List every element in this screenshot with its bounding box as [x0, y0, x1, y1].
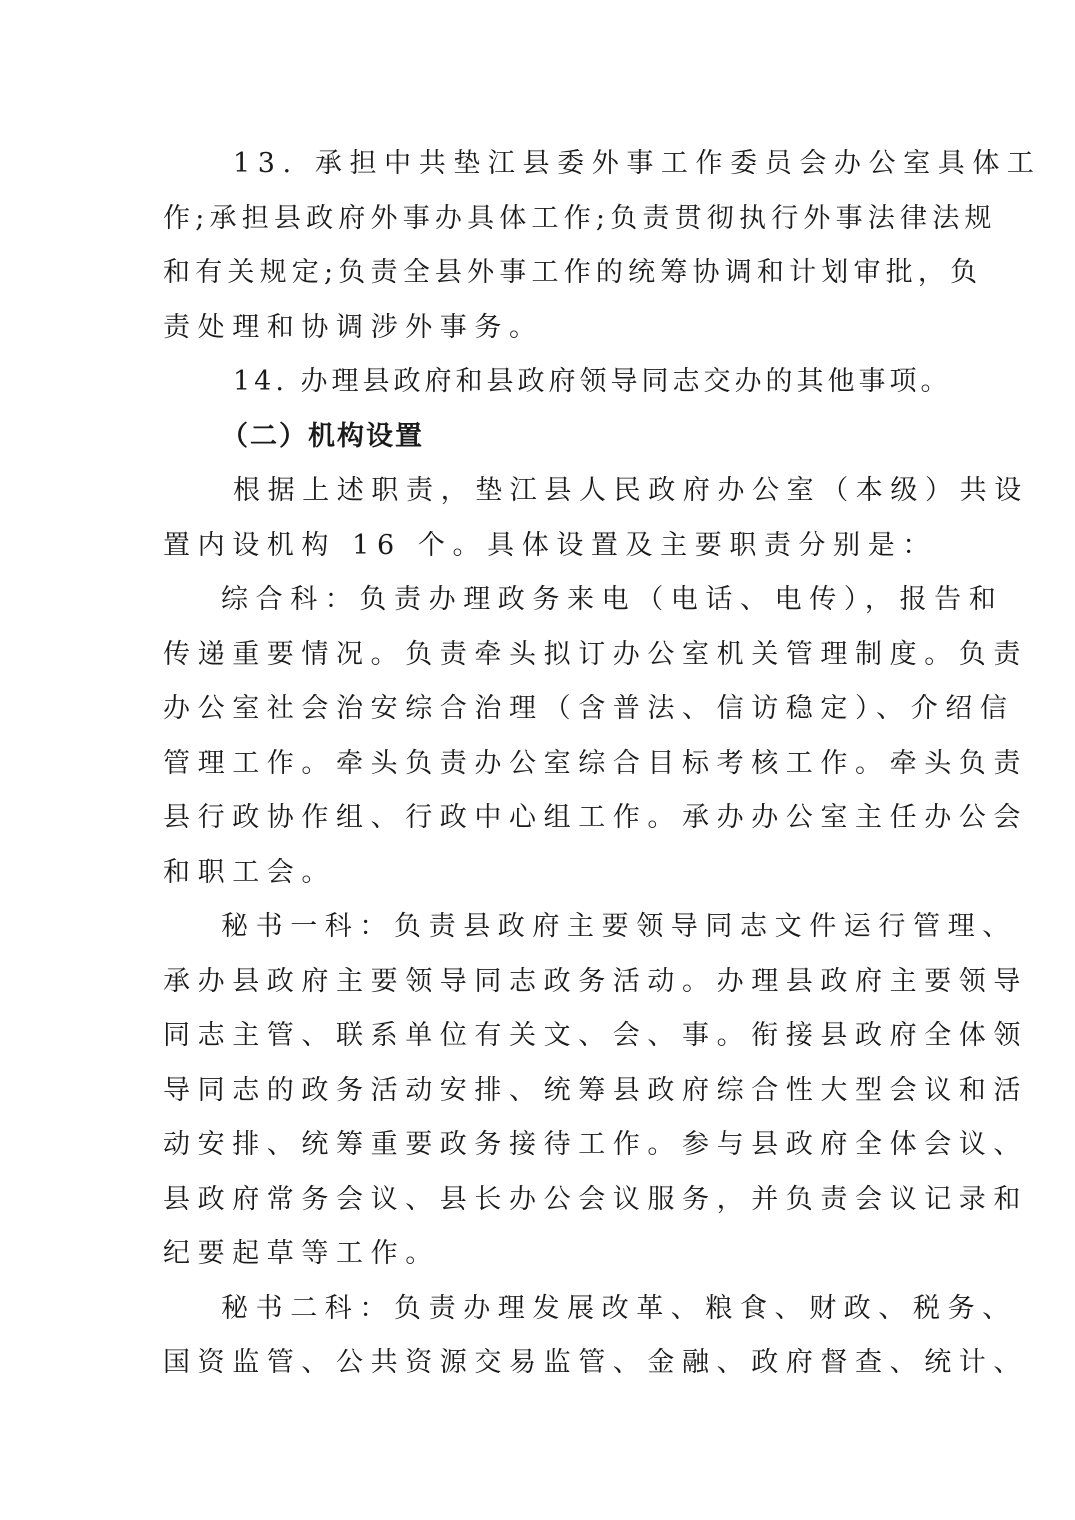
secretary-one-line-5: 动安排、统筹重要政务接待工作。参与县政府全体会议、	[163, 1129, 1028, 1160]
section-heading-organization: （二）机构设置	[221, 420, 424, 452]
paragraph-13-line-4: 责处理和协调涉外事务。	[163, 311, 544, 343]
secretary-two-line-1: 秘书二科：负责办理发展改革、粮食、财政、税务、	[221, 1292, 1017, 1324]
secretary-one-line-4: 导同志的政务活动安排、统筹县政府综合性大型会议和活	[163, 1074, 1028, 1106]
paragraph-13-line-1: 13. 承担中共垫江县委外事工作委员会办公室具体工	[233, 148, 1042, 179]
paragraph-14-line-1: 14. 办理县政府和县政府领导同志交办的其他事项。	[233, 366, 952, 397]
general-section-line-2: 传递重要情况。负责牵头拟订办公室机关管理制度。负责	[163, 638, 1028, 670]
secretary-one-line-3: 同志主管、联系单位有关文、会、事。衔接县政府全体领	[163, 1020, 1028, 1051]
paragraph-13-line-2: 作;承担县政府外事办具体工作;负责贯彻执行外事法律法规	[163, 202, 997, 234]
secretary-one-line-7: 纪要起草等工作。	[163, 1238, 440, 1269]
intro-line-2: 置内设机构 16 个。具体设置及主要职责分别是：	[163, 529, 937, 561]
intro-line-1: 根据上述职责，垫江县人民政府办公室（本级）共设	[233, 475, 1029, 506]
general-section-line-5: 县行政协作组、行政中心组工作。承办办公室主任办公会	[163, 802, 1028, 833]
paragraph-13-line-3: 和有关规定;负责全县外事工作的统筹协调和计划审批，负	[163, 257, 983, 288]
document-page	[163, 142, 1042, 1396]
general-section-line-6: 和职工会。	[163, 856, 336, 888]
secretary-one-line-2: 承办县政府主要领导同志政务活动。办理县政府主要领导	[163, 965, 1028, 997]
secretary-one-line-6: 县政府常务会议、县长办公会议服务，并负责会议记录和	[163, 1183, 1028, 1215]
general-section-line-4: 管理工作。牵头负责办公室综合目标考核工作。牵头负责	[163, 747, 1028, 779]
general-section-line-3: 办公室社会治安综合治理（含普法、信访稳定）、介绍信	[163, 693, 1015, 724]
secretary-one-line-1: 秘书一科：负责县政府主要领导同志文件运行管理、	[221, 911, 1017, 942]
general-section-line-1: 综合科：负责办理政务来电（电话、电传），报告和	[221, 584, 1004, 615]
secretary-two-line-2: 国资监管、公共资源交易监管、金融、政府督查、统计、	[163, 1347, 1028, 1378]
